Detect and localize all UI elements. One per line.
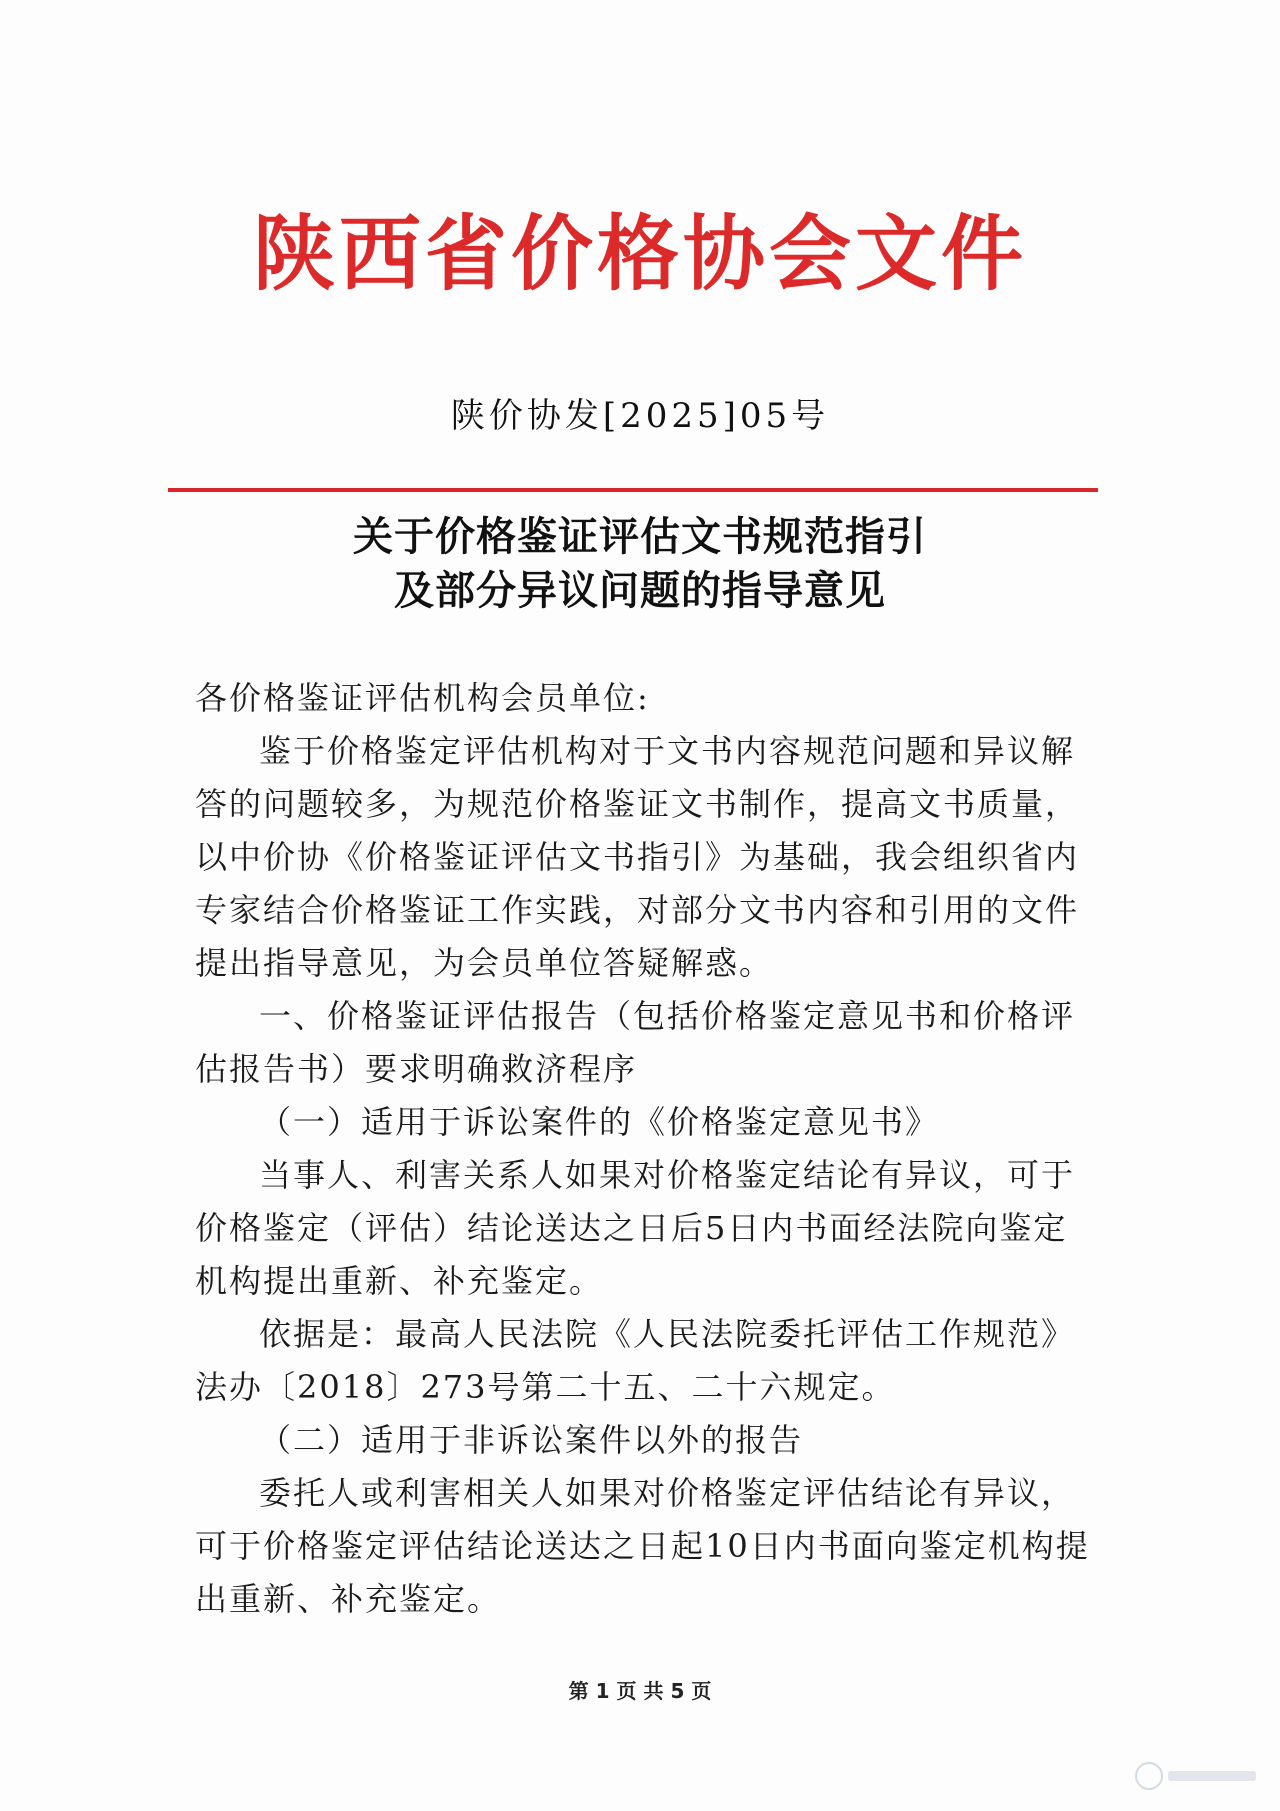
section-heading-1: 一、价格鉴证评估报告（包括价格鉴定意见书和价格评估报告书）要求明确救济程序	[195, 997, 1076, 1088]
document-body	[195, 672, 1095, 1626]
masthead-title: 陕西省价格协会文件	[252, 207, 1027, 302]
subsection-heading-1: （一）适用于诉讼案件的《价格鉴定意见书》	[259, 1103, 940, 1141]
title-line-1: 关于价格鉴证评估文书规范指引	[353, 514, 927, 560]
red-divider-line	[168, 488, 1098, 492]
subsection-paragraph-1: 当事人、利害关系人如果对价格鉴定结论有异议，可于价格鉴定（评估）结论送达之日后5日内书面经法院向鉴定机构提出重新、补充鉴定。	[195, 1156, 1076, 1300]
subsection-basis-1: 依据是：最高人民法院《人民法院委托评估工作规范》法办〔2018〕273号第二十五、二十六规定。	[195, 1315, 1076, 1406]
subsection-heading-2: （二）适用于非诉讼案件以外的报告	[259, 1421, 804, 1459]
subsection-paragraph-2: 委托人或利害相关人如果对价格鉴定评估结论有异议，可于价格鉴定评估结论送达之日起10日内书面向鉴定机构提出重新、补充鉴定。	[195, 1474, 1090, 1618]
title-line-2: 及部分异议问题的指导意见	[394, 568, 886, 614]
document-title	[0, 510, 1280, 618]
page-number-footer: 第 1 页 共 5 页	[568, 1679, 712, 1703]
document-number: 陕价协发[2025]05号	[450, 396, 830, 436]
paragraph-intro: 鉴于价格鉴定评估机构对于文书内容规范问题和异议解答的问题较多，为规范价格鉴证文书制作，提高文书质量，以中价协《价格鉴证评估文书指引》为基础，我会组织省内专家结合价格鉴证工作实践，对部分文书内容和引用的文件提出指导意见，为会员单位答疑解惑。	[195, 732, 1080, 982]
salutation: 各价格鉴证评估机构会员单位:	[195, 679, 650, 717]
watermark-logo	[1132, 1759, 1262, 1797]
watermark-icon	[1132, 1759, 1262, 1793]
